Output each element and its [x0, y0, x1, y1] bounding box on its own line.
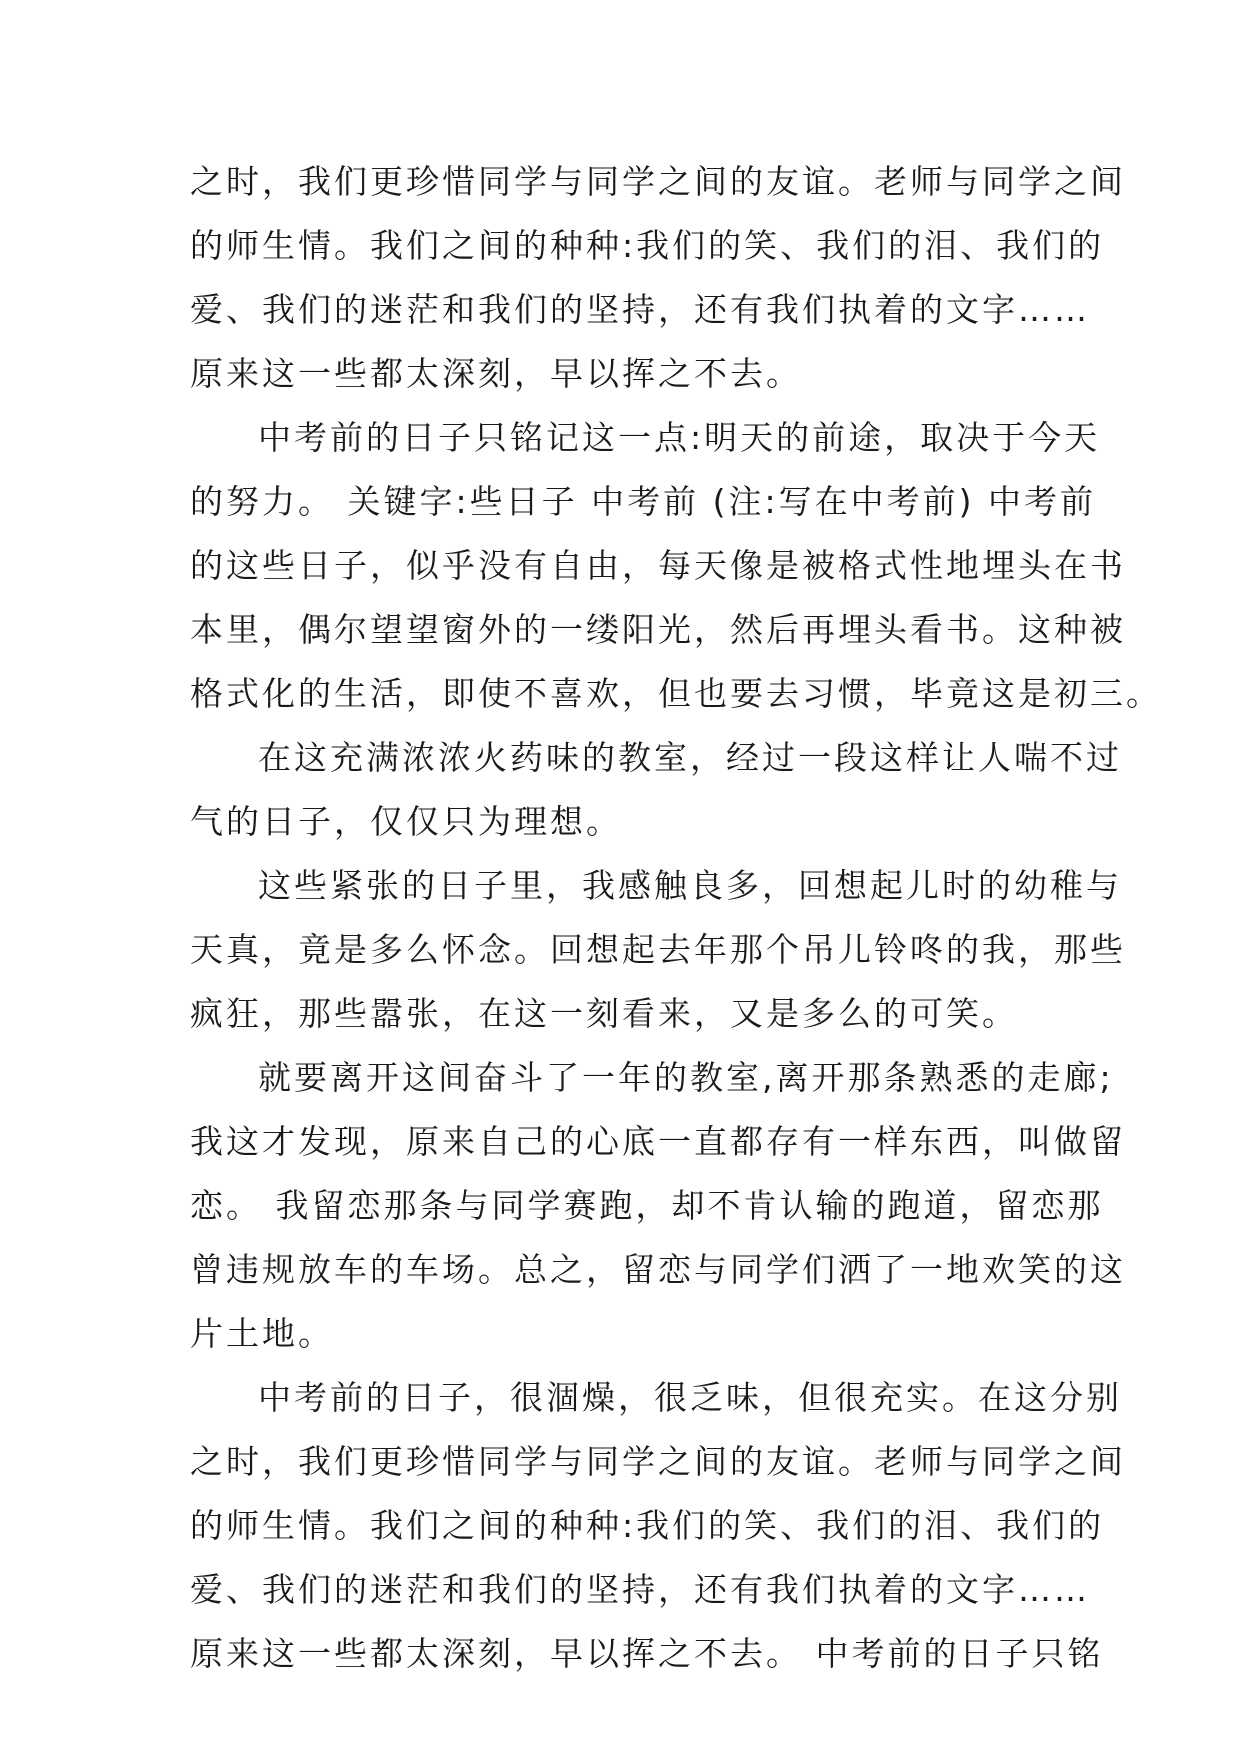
text-line: 的这些日子，似乎没有自由，每天像是被格式性地埋头在书	[190, 546, 1126, 585]
text-line: 原来这一些都太深刻，早以挥之不去。 中考前的日子只铭	[190, 1634, 1104, 1673]
text-line: 本里，偶尔望望窗外的一缕阳光，然后再埋头看书。这种被	[190, 610, 1126, 649]
text-line: 格式化的生活，即使不喜欢，但也要去习惯，毕竟这是初三。	[190, 674, 1162, 713]
paragraph-start-line: 就要离开这间奋斗了一年的教室,离开那条熟悉的走廊;	[258, 1058, 1114, 1097]
text-line: 的努力。 关键字:些日子 中考前 (注:写在中考前) 中考前	[190, 482, 1096, 521]
paragraph-start-line: 中考前的日子，很涸燥，很乏味，但很充实。在这分别	[258, 1378, 1122, 1417]
text-line: 之时，我们更珍惜同学与同学之间的友谊。老师与同学之间	[190, 1442, 1126, 1481]
text-line: 爱、我们的迷茫和我们的坚持，还有我们执着的文字……	[190, 1570, 1090, 1609]
paragraph-start-line: 这些紧张的日子里，我感触良多，回想起儿时的幼稚与	[258, 866, 1122, 905]
text-line: 的师生情。我们之间的种种:我们的笑、我们的泪、我们的	[190, 226, 1105, 265]
text-line: 之时，我们更珍惜同学与同学之间的友谊。老师与同学之间	[190, 162, 1126, 201]
text-line: 气的日子，仅仅只为理想。	[190, 802, 622, 841]
text-line: 片土地。	[190, 1314, 334, 1353]
text-line: 我这才发现，原来自己的心底一直都存有一样东西，叫做留	[190, 1122, 1126, 1161]
text-line: 恋。 我留恋那条与同学赛跑，却不肯认输的跑道，留恋那	[190, 1186, 1104, 1225]
text-line: 原来这一些都太深刻，早以挥之不去。	[190, 354, 802, 393]
text-line: 曾违规放车的车场。总之，留恋与同学们洒了一地欢笑的这	[190, 1250, 1126, 1289]
text-line: 的师生情。我们之间的种种:我们的笑、我们的泪、我们的	[190, 1506, 1105, 1545]
text-line: 爱、我们的迷茫和我们的坚持，还有我们执着的文字……	[190, 290, 1090, 329]
text-line: 疯狂，那些嚣张，在这一刻看来，又是多么的可笑。	[190, 994, 1018, 1033]
paragraph-start-line: 中考前的日子只铭记这一点:明天的前途，取决于今天	[258, 418, 1101, 457]
paragraph-start-line: 在这充满浓浓火药味的教室，经过一段这样让人喘不过	[258, 738, 1122, 777]
text-line: 天真，竟是多么怀念。回想起去年那个吊儿铃咚的我，那些	[190, 930, 1126, 969]
body-text	[190, 150, 1162, 1686]
